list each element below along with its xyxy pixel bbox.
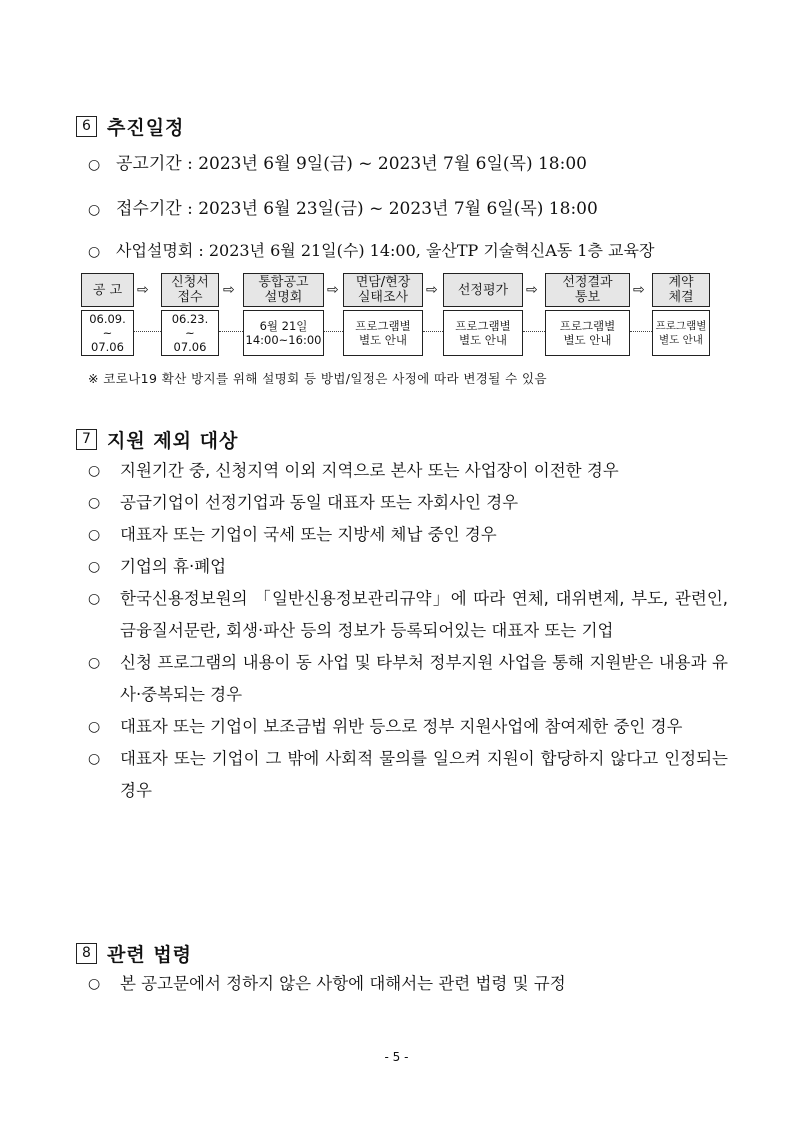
page-number: - 5 - xyxy=(384,1050,409,1064)
bullet-mark: ○ xyxy=(88,719,101,735)
list-item: ○ 기업의 휴·폐업 xyxy=(88,551,728,583)
flow-step-title: 면담/현장 실태조사 xyxy=(343,273,423,307)
flow-step-title: 공 고 xyxy=(81,273,134,307)
flow-connector xyxy=(523,331,545,332)
schedule-flow-diagram xyxy=(81,273,711,359)
section-title: 관련 법령 xyxy=(107,944,193,966)
section-title: 지원 제외 대상 xyxy=(107,430,239,452)
list-item: ○ 본 공고문에서 정하지 않은 사항에 대해서는 관련 법령 및 규정 xyxy=(88,968,728,1000)
list-item: ○ 신청 프로그램의 내용이 동 사업 및 타부처 정부지원 사업을 통해 지원받은 내용과 유사·중복되는 경우 xyxy=(88,647,728,711)
bullet-mark: ○ xyxy=(88,559,101,575)
list-item: ○ 대표자 또는 기업이 보조금법 위반 등으로 정부 지원사업에 참여제한 중인 경우 xyxy=(88,711,728,743)
flow-connector xyxy=(219,331,243,332)
flow-step-detail: 06.23. ~ 07.06 xyxy=(161,310,219,356)
list-item: ○ 지원기간 중, 신청지역 이외 지역으로 본사 또는 사업장이 이전한 경우 xyxy=(88,455,728,487)
related-laws-list xyxy=(88,968,728,1000)
flow-connector xyxy=(630,331,652,332)
schedule-line-announcement: ○ 공고기간 : 2023년 6월 9일(금) ~ 2023년 7월 6일(목) 18:00 xyxy=(88,154,587,174)
flow-arrow-icon: ⇨ xyxy=(526,282,538,298)
section-6-heading xyxy=(76,113,184,140)
flow-step-detail: 06.09. ~ 07.06 xyxy=(81,310,134,356)
bullet-mark: ○ xyxy=(88,751,101,767)
schedule-line-submission: ○ 접수기간 : 2023년 6월 23일(금) ~ 2023년 7월 6일(목) 18:00 xyxy=(88,199,598,219)
section-title: 추진일정 xyxy=(107,117,185,139)
flow-connector xyxy=(423,331,443,332)
list-item: ○ 대표자 또는 기업이 국세 또는 지방세 체납 중인 경우 xyxy=(88,519,728,551)
flow-connector xyxy=(324,331,343,332)
list-item: ○ 공급기업이 선정기업과 동일 대표자 또는 자회사인 경우 xyxy=(88,487,728,519)
schedule-note: ※ 코로나19 확산 방지를 위해 설명회 등 방법/일정은 사정에 따라 변경될 수 있음 xyxy=(88,371,547,386)
flow-step-detail: 프로그램별 별도 안내 xyxy=(343,310,423,356)
list-item: ○ 대표자 또는 기업이 그 밖에 사회적 물의를 일으켜 지원이 합당하지 않다고 인정되는 경우 xyxy=(88,743,728,807)
flow-step-title: 통합공고 설명회 xyxy=(243,273,324,307)
exclusion-list xyxy=(88,455,728,807)
schedule-line-briefing: ○ 사업설명회 : 2023년 6월 21일(수) 14:00, 울산TP 기술혁신A동 1층 교육장 xyxy=(88,241,655,260)
bullet-mark: ○ xyxy=(88,202,101,218)
flow-arrow-icon: ⇨ xyxy=(223,282,235,298)
flow-connector xyxy=(134,331,161,332)
bullet-mark: ○ xyxy=(88,463,101,479)
section-number: 7 xyxy=(76,429,97,450)
section-number: 6 xyxy=(76,116,97,137)
section-7-heading xyxy=(76,426,238,453)
flow-arrow-icon: ⇨ xyxy=(633,282,645,298)
bullet-mark: ○ xyxy=(88,244,101,260)
bullet-mark: ○ xyxy=(88,591,101,607)
bullet-mark: ○ xyxy=(88,495,101,511)
flow-step-detail: 6월 21일 14:00~16:00 xyxy=(243,310,324,356)
bullet-mark: ○ xyxy=(88,655,101,671)
flow-step-title: 선정평가 xyxy=(443,273,523,307)
flow-step-title: 계약 체결 xyxy=(652,273,710,307)
flow-step-detail: 프로그램별 별도 안내 xyxy=(545,310,630,356)
bullet-mark: ○ xyxy=(88,157,101,173)
flow-step-detail: 프로그램별 별도 안내 xyxy=(443,310,523,356)
list-item: ○ 한국신용정보원의 「일반신용정보관리규약」에 따라 연체, 대위변제, 부도, 관련인, 금융질서문란, 회생·파산 등의 정보가 등록되어있는 대표자 또는 기업 xyxy=(88,583,728,647)
flow-step-title: 신청서 접수 xyxy=(161,273,219,307)
flow-arrow-icon: ⇨ xyxy=(137,282,149,298)
bullet-mark: ○ xyxy=(88,976,101,992)
flow-arrow-icon: ⇨ xyxy=(327,282,339,298)
flow-step-title: 선정결과 통보 xyxy=(545,273,630,307)
flow-step-detail: 프로그램별 별도 안내 xyxy=(652,310,710,356)
flow-arrow-icon: ⇨ xyxy=(426,282,438,298)
bullet-mark: ○ xyxy=(88,527,101,543)
section-8-heading xyxy=(76,940,192,967)
section-number: 8 xyxy=(76,943,97,964)
